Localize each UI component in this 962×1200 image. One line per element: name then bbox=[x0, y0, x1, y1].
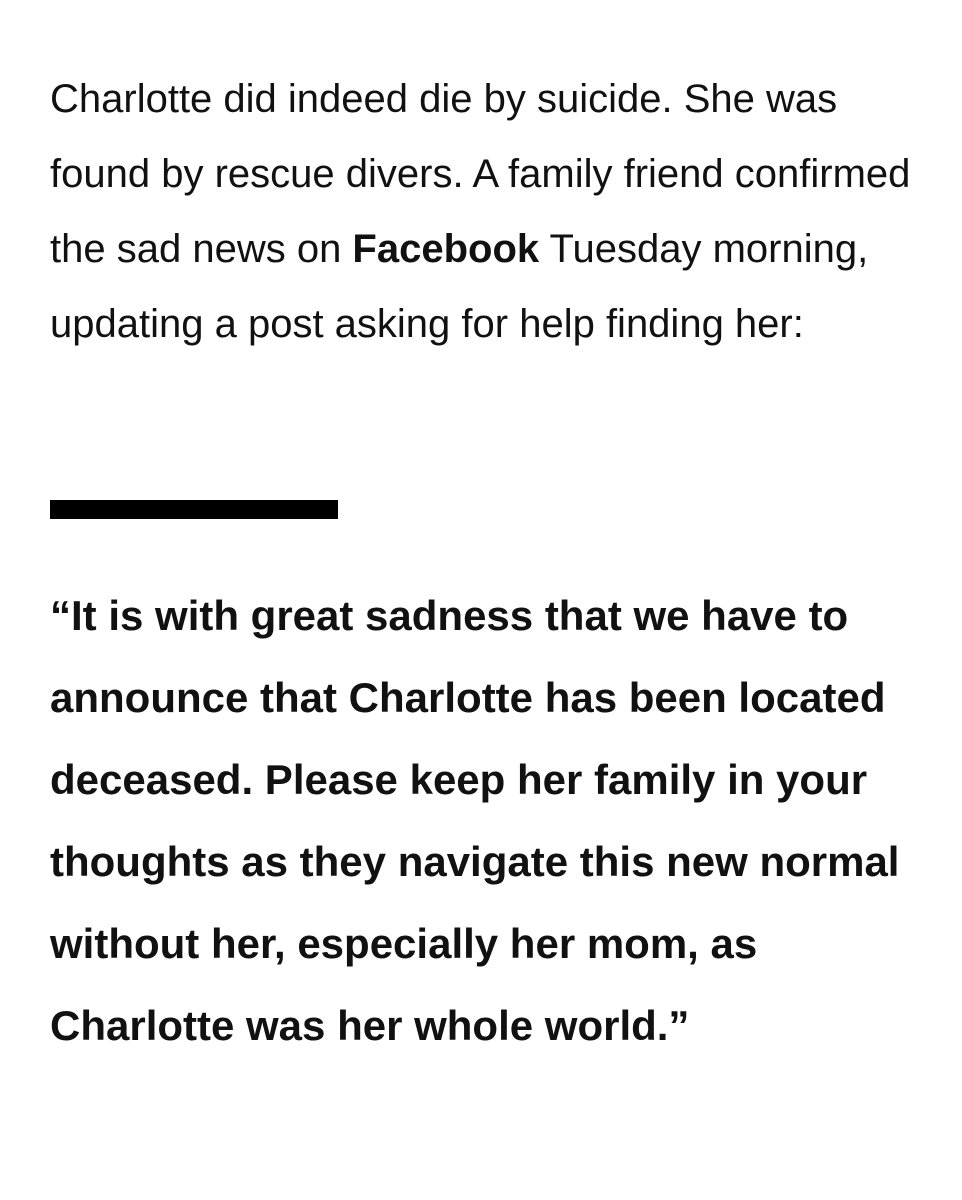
facebook-link[interactable]: Facebook bbox=[352, 227, 540, 271]
intro-text-after: Tuesday morning, updating a post asking for help finding her: bbox=[50, 227, 869, 346]
article-body bbox=[50, 62, 930, 362]
intro-paragraph bbox=[50, 62, 930, 362]
intro-text-before: Charlotte did indeed die by suicide. She was found by rescue divers. A family friend confirmed the sad news on bbox=[50, 77, 911, 271]
facebook-post-quote: “It is with great sadness that we have to announce that Charlotte has been located deceased. Please keep her family in your thoughts as they navigate this new normal without her, especially her mom, as Charlotte was her whole world.” bbox=[50, 592, 900, 1049]
section-divider bbox=[50, 500, 338, 519]
